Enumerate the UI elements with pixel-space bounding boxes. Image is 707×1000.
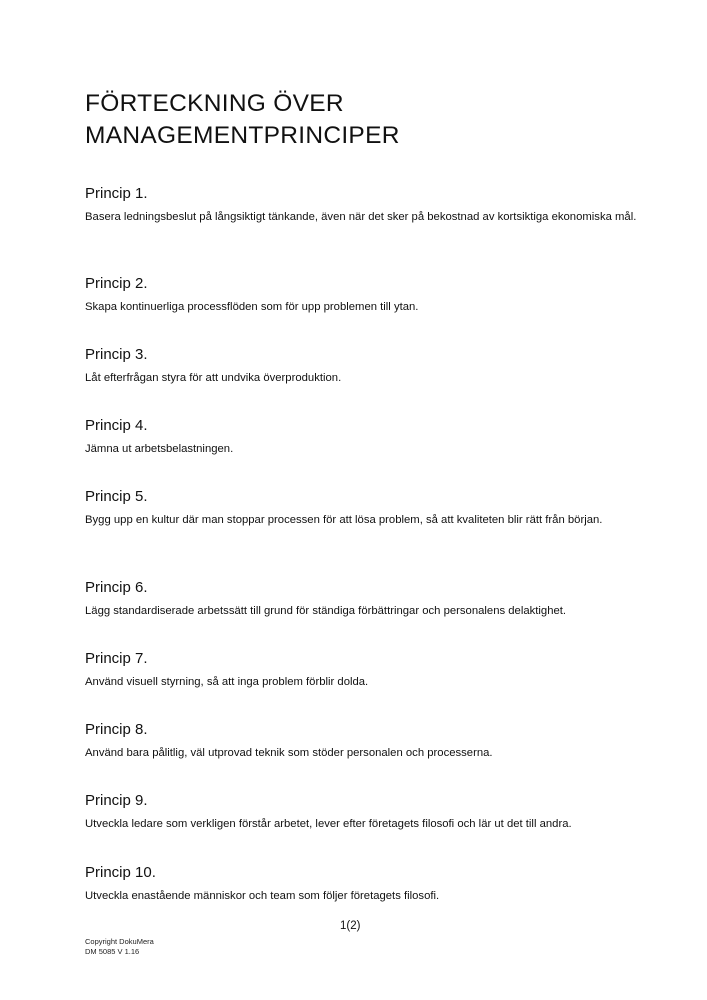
principle-heading: Princip 5. — [85, 488, 148, 505]
principle-2 — [85, 275, 645, 318]
principle-heading: Princip 4. — [85, 417, 148, 434]
principle-heading: Princip 10. — [85, 864, 156, 881]
principle-10 — [85, 864, 645, 907]
principle-heading: Princip 8. — [85, 721, 148, 738]
principle-text: Jämna ut arbetsbelastningen. — [85, 443, 234, 455]
principle-text: Använd bara pålitlig, väl utprovad teknik som stöder personalen och processerna. — [85, 747, 493, 759]
principle-text: Skapa kontinuerliga processflöden som för upp problemen till ytan. — [85, 301, 419, 313]
principle-9 — [85, 792, 675, 835]
principle-heading: Princip 2. — [85, 275, 148, 292]
principle-text: Använd visuell styrning, så att inga problem förblir dolda. — [85, 676, 369, 688]
principle-heading: Princip 7. — [85, 650, 148, 667]
principle-6 — [85, 579, 665, 622]
principle-text: Lägg standardiserade arbetssätt till grund för ständiga förbättringar och personalens delaktighet. — [85, 605, 567, 617]
principle-text: Utveckla enastående människor och team som följer företagets filosofi. — [85, 890, 440, 902]
principle-text: Utveckla ledare som verkligen förstår arbetet, lever efter företagets filosofi och lär ut det till andra. — [85, 818, 572, 830]
title-line-1: FÖRTECKNING ÖVER — [85, 90, 344, 117]
principle-5 — [85, 488, 645, 531]
principle-heading: Princip 9. — [85, 792, 148, 809]
principle-3 — [85, 346, 645, 389]
principle-heading: Princip 6. — [85, 579, 148, 596]
footer — [85, 937, 154, 957]
principle-1 — [85, 185, 645, 228]
principle-heading: Princip 1. — [85, 185, 148, 202]
document-title — [85, 88, 400, 152]
page-number: 1(2) — [340, 920, 361, 932]
footer-copyright: Copyright DokuMera — [85, 937, 154, 946]
principle-text: Låt efterfrågan styra för att undvika överproduktion. — [85, 372, 342, 384]
principle-7 — [85, 650, 645, 693]
principle-text: Basera ledningsbeslut på långsiktigt tänkande, även när det sker på bekostnad av kortsiktiga ekonomiska mål. — [85, 211, 637, 223]
title-line-2: MANAGEMENTPRINCIPER — [85, 122, 400, 149]
footer-doc-id: DM 5085 V 1.16 — [85, 947, 140, 956]
principle-8 — [85, 721, 645, 764]
principle-heading: Princip 3. — [85, 346, 148, 363]
principle-4 — [85, 417, 645, 460]
principle-text: Bygg upp en kultur där man stoppar processen för att lösa problem, så att kvaliteten blir rätt från början. — [85, 514, 603, 526]
